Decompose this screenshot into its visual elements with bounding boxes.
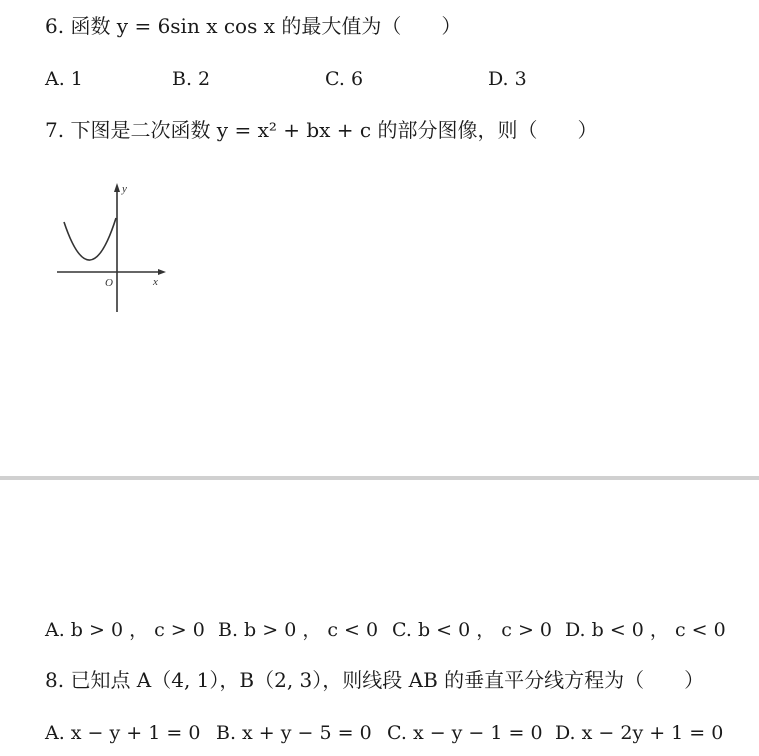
q7-stem: 7. 下图是二次函数 y = x² + bx + c 的部分图像，则（ ） (45, 118, 598, 142)
q6-option-a: A. 1 (45, 68, 83, 90)
q6-option-d: D. 3 (488, 68, 527, 90)
page-divider (0, 476, 759, 480)
q8-option-b: B. x + y − 5 = 0 (216, 722, 372, 744)
q6-option-c: C. 6 (325, 68, 364, 90)
x-axis-arrow (158, 269, 166, 275)
q7-option-a: A. b > 0 ， c > 0 (45, 619, 205, 641)
q8-option-c: C. x − y − 1 = 0 (387, 722, 543, 744)
y-axis-label: y (122, 183, 127, 195)
q8-option-d: D. x − 2y + 1 = 0 (555, 722, 724, 744)
q7-parabola-graph (50, 178, 180, 318)
q8-stem: 8. 已知点 A（4, 1），B（2, 3），则线段 AB 的垂直平分线方程为（ ） (45, 668, 705, 692)
origin-label: O (105, 277, 113, 289)
q6-stem: 6. 函数 y = 6sin x cos x 的最大值为（ ） (45, 14, 462, 38)
y-axis-arrow (114, 183, 120, 192)
q6-option-b: B. 2 (172, 68, 211, 90)
q8-option-a: A. x − y + 1 = 0 (45, 722, 201, 744)
parabola-curve (64, 218, 116, 260)
q7-option-d: D. b < 0 ， c < 0 (565, 619, 726, 641)
q7-option-c: C. b < 0 ， c > 0 (392, 619, 552, 641)
q7-option-b: B. b > 0 ， c < 0 (218, 619, 379, 641)
x-axis-label: x (153, 276, 158, 288)
